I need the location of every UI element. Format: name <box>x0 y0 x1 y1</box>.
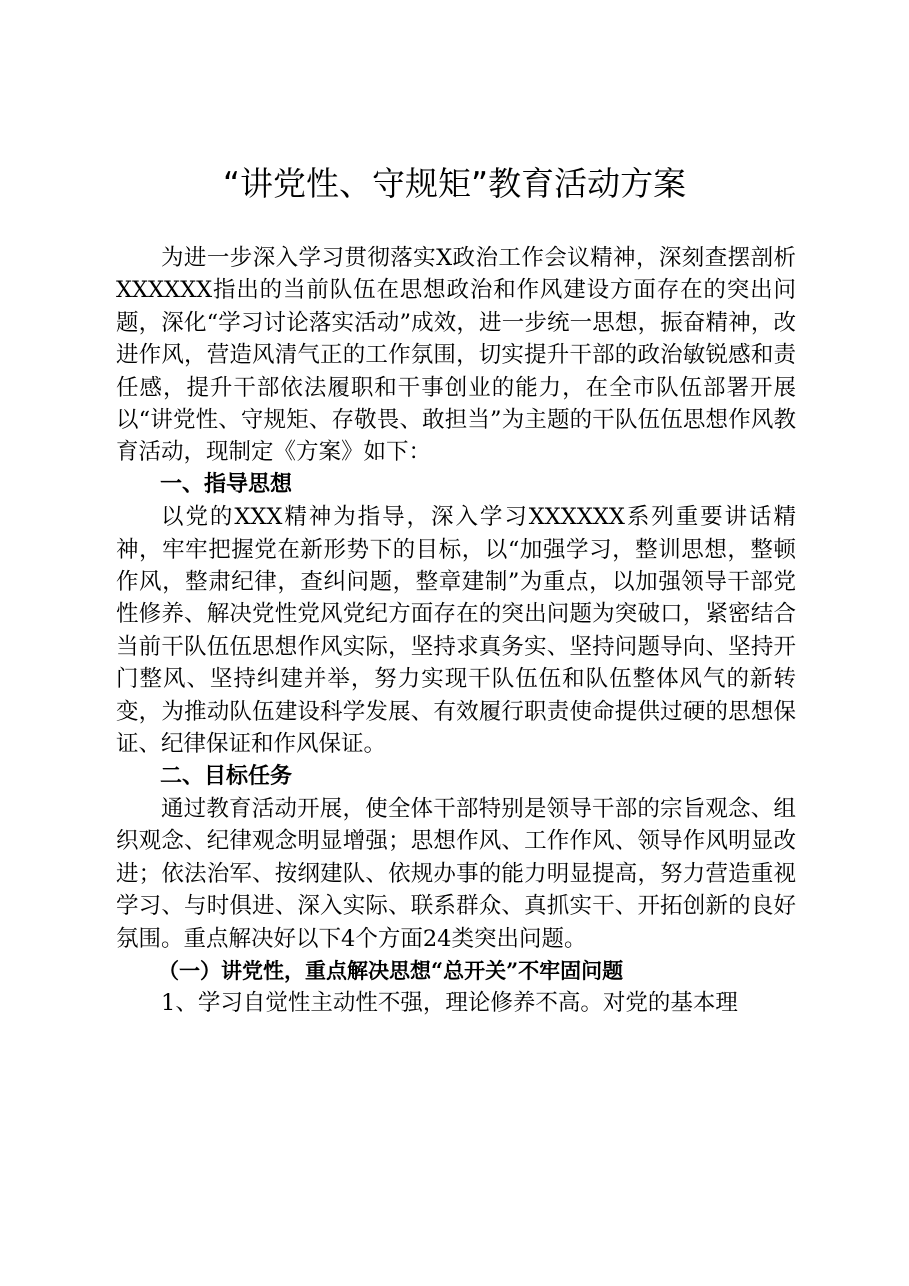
section-heading-goals: 二、目标任务 <box>160 763 293 789</box>
item-1-paragraph: 1、学习自觉性主动性不强，理论修养不高。对党的基本理 <box>161 990 738 1017</box>
document-body <box>116 242 796 1020</box>
document-title: “讲党性、守规矩”教育活动方案 <box>222 164 687 203</box>
guiding-thought-paragraph: 以党的XXX精神为指导，深入学习XXXXXX系列重要讲话精神，牢牢把握党在新形势下的目标，以“加强学习，整训思想，整顿作风，整肃纪律，查纠问题，整章建制”为重点，以加强领导干部党性修养、解决党性党风党纪方面存在的突出问题为突破口，紧密结合当前干队伍伍思想作风实际，坚持求真务实、坚持问题导向、坚持开门整风、坚持纠建并举，努力实现干队伍伍和队伍整体风气的新转变，为推动队伍建设科学发展、有效履行职责使命提供过硬的思想保证、纪律保证和作风保证。 <box>116 504 796 758</box>
goals-paragraph: 通过教育活动开展，使全体干部特别是领导干部的宗旨观念、组织观念、纪律观念明显增强；思想作风、工作作风、领导作风明显改进；依法治军、按纲建队、依规办事的能力明显提高，努力营造重视学习、与时俱进、深入实际、联系群众、真抓实干、开拓创新的良好氛围。重点解决好以下4个方面24类突出问题。 <box>116 795 796 952</box>
intro-paragraph: 为进一步深入学习贯彻落实X政治工作会议精神，深刻查摆剖析XXXXXX指出的当前队伍在思想政治和作风建设方面存在的突出问题，深化“学习讨论落实活动”成效，进一步统一思想，振奋精神，改进作风，营造风清气正的工作氛围，切实提升干部的政治敏锐感和责任感，提升干部依法履职和干事创业的能力，在全市队伍部署开展以“讲党性、守规矩、存敬畏、敢担当”为主题的干队伍伍思想作风教育活动，现制定《方案》如下： <box>116 245 796 466</box>
section-heading-guiding-thought: 一、指导思想 <box>160 471 293 497</box>
subsection-heading-party-spirit: （一）讲党性，重点解决思想“总开关”不牢固问题 <box>158 957 624 983</box>
